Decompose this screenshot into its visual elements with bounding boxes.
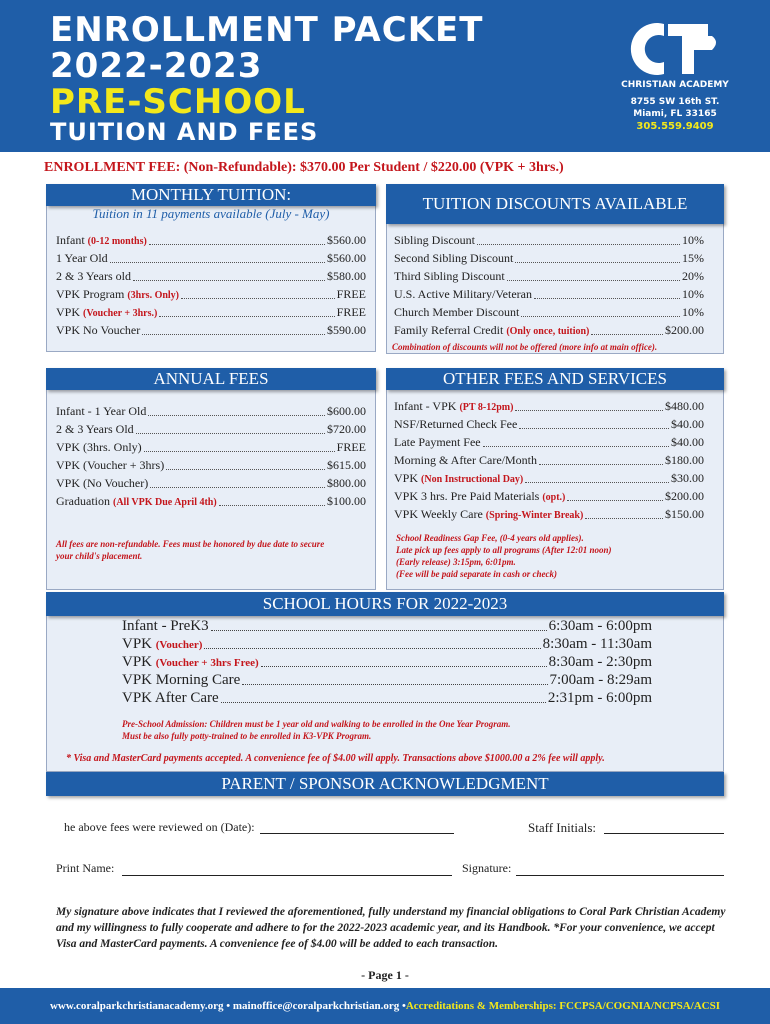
discount-note: (Only once, tuition) xyxy=(506,326,590,337)
admission-note-2: Must be also fully potty-trained to be enrolled in K3-VPK Program. xyxy=(122,731,372,741)
discount-value: 20% xyxy=(682,269,704,283)
discount-label-text: Sibling Discount xyxy=(394,233,476,247)
discount-label xyxy=(394,287,532,302)
other-fee-label-text: VPK Weekly Care xyxy=(394,507,486,521)
other-fee-label-text: VPK xyxy=(394,471,422,485)
annual-fee-value: $100.00 xyxy=(327,494,366,508)
annual-fee-label xyxy=(56,404,146,419)
other-fee-row xyxy=(394,489,704,504)
monthly-tuition-label-text: VPK Program xyxy=(56,287,128,301)
other-fee-value: $40.00 xyxy=(671,417,704,431)
school-hours-note: (Voucher + 3hrs Free) xyxy=(155,657,259,669)
monthly-tuition-label xyxy=(56,269,131,284)
school-logo-icon xyxy=(624,18,724,80)
annual-fee-row xyxy=(56,422,366,437)
visa-note: * Visa and MasterCard payments accepted. A convenience fee of $4.00 will apply. Transactions above $1000.00 a 2% fee will apply. xyxy=(66,753,605,764)
annual-fee-value: $600.00 xyxy=(327,404,366,418)
other-fee-row xyxy=(394,453,704,468)
discount-row xyxy=(394,269,704,284)
discount-label xyxy=(394,305,519,320)
discount-value: 10% xyxy=(682,287,704,301)
other-fees-title: OTHER FEES AND SERVICES xyxy=(386,368,724,390)
annual-fee-label-text: 2 & 3 Years Old xyxy=(56,422,134,436)
school-hours-row xyxy=(122,690,652,707)
school-hours-row xyxy=(122,618,652,635)
discount-row xyxy=(394,251,704,266)
monthly-tuition-row xyxy=(56,269,366,284)
monthly-tuition-row xyxy=(56,305,366,320)
school-hours-leader xyxy=(242,672,547,685)
school-hours-value: 8:30am - 11:30am xyxy=(542,636,652,652)
monthly-tuition-note: (0-12 months) xyxy=(87,236,147,247)
monthly-tuition-value: $560.00 xyxy=(327,251,366,265)
monthly-tuition-label-text: Infant xyxy=(56,233,88,247)
other-fee-note: (opt.) xyxy=(542,492,566,503)
signature-label: Signature: xyxy=(462,861,512,875)
discount-leader xyxy=(591,323,663,335)
other-fee-label-text: Morning & After Care/Month xyxy=(394,453,537,467)
other-fee-row xyxy=(394,435,704,450)
annual-fee-row xyxy=(56,494,366,509)
discount-row xyxy=(394,305,704,320)
school-hours-label xyxy=(122,672,240,689)
other-fee-note: (Spring-Winter Break) xyxy=(485,510,584,521)
school-hours-label xyxy=(122,654,259,671)
title-line-1: ENROLLMENT PACKET xyxy=(50,10,484,50)
school-hours-label xyxy=(122,618,209,635)
other-fee-leader xyxy=(519,417,669,429)
other-fee-leader xyxy=(483,435,669,447)
school-hours-value: 6:30am - 6:00pm xyxy=(548,618,652,634)
other-fee-value: $30.00 xyxy=(671,471,704,485)
annual-fee-label-text: VPK (3hrs. Only) xyxy=(56,440,142,454)
annual-fee-label-text: Graduation xyxy=(56,494,113,508)
address-line-2: Miami, FL 33165 xyxy=(633,109,717,119)
discount-row xyxy=(394,287,704,302)
annual-fee-label xyxy=(56,458,164,473)
monthly-tuition-label xyxy=(56,305,157,320)
footer-accreditations: Accreditations & Memberships: FCCPSA/COGNIA/NCPSA/ACSI xyxy=(405,1000,721,1012)
admission-note-1: Pre-School Admission: Children must be 1 year old and walking to be enrolled in the One Year Program. xyxy=(122,719,511,729)
staff-initials-label: Staff Initials: xyxy=(528,820,597,835)
monthly-tuition-value: $590.00 xyxy=(327,323,366,337)
monthly-tuition-label-text: 1 Year Old xyxy=(56,251,108,265)
annual-fee-label xyxy=(56,494,217,509)
other-fee-label xyxy=(394,471,523,486)
signature-field[interactable] xyxy=(516,860,724,876)
annual-fee-label xyxy=(56,476,148,491)
other-fee-value: $180.00 xyxy=(665,453,704,467)
other-fees-note-4: (Fee will be paid separate in cash or check) xyxy=(396,569,557,579)
monthly-tuition-leader xyxy=(159,305,334,317)
discount-row xyxy=(394,323,704,338)
other-fees-note-2: Late pick up fees apply to all programs (After 12:01 noon) xyxy=(396,545,612,555)
annual-fee-leader xyxy=(150,476,325,488)
monthly-tuition-leader xyxy=(110,251,325,263)
other-fee-leader xyxy=(567,489,663,501)
discount-leader xyxy=(534,287,680,299)
monthly-tuition-value: $560.00 xyxy=(327,233,366,247)
monthly-tuition-label xyxy=(56,233,147,248)
discounts-footnote: Combination of discounts will not be offered (more info at main office). xyxy=(392,342,658,352)
monthly-tuition-value: FREE xyxy=(336,305,366,319)
school-hours-row xyxy=(122,636,652,653)
monthly-tuition-subtitle: Tuition in 11 payments available (July - May) xyxy=(92,206,330,221)
monthly-tuition-row xyxy=(56,287,366,302)
annual-fee-label-text: VPK (Voucher + 3hrs) xyxy=(56,458,165,472)
annual-fee-leader xyxy=(148,404,325,416)
school-hours-leader xyxy=(221,690,546,703)
school-hours-value: 7:00am - 8:29am xyxy=(549,672,652,688)
annual-fee-leader xyxy=(136,422,325,434)
discounts-title: TUITION DISCOUNTS AVAILABLE xyxy=(386,184,724,224)
monthly-tuition-label-text: 2 & 3 Years old xyxy=(56,269,132,283)
annual-fee-row xyxy=(56,440,366,455)
discount-row xyxy=(394,233,704,248)
annual-fee-label xyxy=(56,440,142,455)
monthly-tuition-row xyxy=(56,323,366,338)
other-fee-label-text: Late Payment Fee xyxy=(394,435,481,449)
header-banner xyxy=(0,0,770,152)
title-line-3: PRE-SCHOOL xyxy=(50,82,306,122)
school-hours-label-text: VPK xyxy=(122,654,156,670)
monthly-tuition-value: FREE xyxy=(336,287,366,301)
school-hours-label xyxy=(122,690,219,707)
discount-label xyxy=(394,233,475,248)
other-fee-note: (PT 8-12pm) xyxy=(459,402,514,413)
monthly-tuition-leader xyxy=(133,269,325,281)
other-fees-note-1: School Readiness Gap Fee, (0-4 years old applies). xyxy=(396,533,584,543)
annual-fee-row xyxy=(56,476,366,491)
reviewed-date-field[interactable] xyxy=(260,818,454,834)
school-hours-label-text: VPK xyxy=(122,636,156,652)
annual-fee-value: FREE xyxy=(336,440,366,454)
annual-fee-leader xyxy=(166,458,325,470)
monthly-tuition-leader xyxy=(142,323,325,335)
discount-label xyxy=(394,269,505,284)
other-fee-value: $480.00 xyxy=(665,399,704,413)
discount-label-text: Family Referral Credit xyxy=(394,323,507,337)
other-fee-label-text: VPK 3 hrs. Pre Paid Materials xyxy=(394,489,543,503)
discount-leader xyxy=(507,269,680,281)
discount-value: 15% xyxy=(682,251,704,265)
address-line-1: 8755 SW 16th ST. xyxy=(630,97,720,107)
other-fee-row xyxy=(394,507,704,522)
annual-fee-label-text: VPK (No Voucher) xyxy=(56,476,149,490)
other-fee-leader xyxy=(515,399,663,411)
discount-label-text: Third Sibling Discount xyxy=(394,269,505,283)
other-fee-label xyxy=(394,399,513,414)
other-fee-row xyxy=(394,399,704,414)
other-fee-label xyxy=(394,417,517,432)
school-hours-label xyxy=(122,636,202,653)
annual-fee-value: $800.00 xyxy=(327,476,366,490)
other-fees-note-3: (Early release) 3:15pm, 6:01pm. xyxy=(396,557,516,567)
discount-value: $200.00 xyxy=(665,323,704,337)
monthly-tuition-note: (3hrs. Only) xyxy=(127,290,180,301)
other-fee-label-text: NSF/Returned Check Fee xyxy=(394,417,518,431)
school-hours-value: 8:30am - 2:30pm xyxy=(548,654,652,670)
school-hours-leader xyxy=(261,654,547,667)
monthly-tuition-label-text: VPK No Voucher xyxy=(56,323,141,337)
other-fee-label-text: Infant - VPK xyxy=(394,399,460,413)
other-fee-row xyxy=(394,417,704,432)
annual-fee-label-text: Infant - 1 Year Old xyxy=(56,404,147,418)
other-fee-leader xyxy=(585,507,663,519)
annual-fee-value: $720.00 xyxy=(327,422,366,436)
monthly-tuition-row xyxy=(56,233,366,248)
title-line-2: 2022-2023 xyxy=(50,46,263,86)
annual-fee-row xyxy=(56,404,366,419)
phone-number: 305.559.9409 xyxy=(636,121,714,132)
other-fee-label xyxy=(394,489,565,504)
monthly-tuition-label xyxy=(56,251,108,266)
monthly-tuition-label xyxy=(56,323,140,338)
annual-fee-value: $615.00 xyxy=(327,458,366,472)
page-number: - Page 1 - xyxy=(361,968,409,982)
school-hours-label-text: Infant - PreK3 xyxy=(122,618,209,634)
school-hours-title: SCHOOL HOURS FOR 2022-2023 xyxy=(46,592,724,616)
other-fee-label xyxy=(394,453,537,468)
monthly-tuition-value: $580.00 xyxy=(327,269,366,283)
monthly-tuition-leader xyxy=(181,287,335,299)
other-fee-value: $200.00 xyxy=(665,489,704,503)
discount-leader xyxy=(477,233,680,245)
reviewed-date-label: he above fees were reviewed on (Date): xyxy=(64,820,255,834)
discount-label xyxy=(394,323,589,338)
annual-fee-label xyxy=(56,422,134,437)
school-hours-label-text: VPK After Care xyxy=(122,690,219,706)
other-fee-leader xyxy=(539,453,663,465)
school-hours-leader xyxy=(204,636,540,649)
footer-bar xyxy=(0,988,770,1024)
other-fee-label xyxy=(394,507,583,522)
other-fee-value: $150.00 xyxy=(665,507,704,521)
monthly-tuition-note: (Voucher + 3hrs.) xyxy=(83,308,158,319)
title-line-4: TUITION AND FEES xyxy=(50,118,319,146)
school-hours-label-text: VPK Morning Care xyxy=(122,672,241,688)
enrollment-fee: ENROLLMENT FEE: (Non-Refundable): $370.00 Per Student / $220.00 (VPK + 3hrs.) xyxy=(44,160,564,175)
discount-label-text: Church Member Discount xyxy=(394,305,520,319)
monthly-tuition-leader xyxy=(149,233,325,245)
other-fee-leader xyxy=(525,471,669,483)
school-hours-note: (Voucher) xyxy=(155,639,203,651)
acknowledgment-title: PARENT / SPONSOR ACKNOWLEDGMENT xyxy=(46,772,724,796)
print-name-field[interactable] xyxy=(122,860,452,876)
other-fee-row xyxy=(394,471,704,486)
school-hours-value: 2:31pm - 6:00pm xyxy=(547,690,652,706)
annual-fees-title: ANNUAL FEES xyxy=(46,368,376,390)
school-hours-row xyxy=(122,672,652,689)
annual-fee-note: (All VPK Due April 4th) xyxy=(112,497,217,508)
discount-label-text: Second Sibling Discount xyxy=(394,251,514,265)
monthly-tuition-label xyxy=(56,287,179,302)
other-fee-value: $40.00 xyxy=(671,435,704,449)
school-hours-leader xyxy=(211,618,547,631)
annual-fee-leader xyxy=(219,494,325,506)
school-name: CHRISTIAN ACADEMY xyxy=(621,80,729,90)
other-fee-note: (Non Instructional Day) xyxy=(421,474,524,485)
annual-fees-footnote-1: All fees are non-refundable. Fees must be honored by due date to secure xyxy=(56,539,325,549)
discount-value: 10% xyxy=(682,233,704,247)
print-name-label: Print Name: xyxy=(56,861,115,875)
discount-leader xyxy=(515,251,680,263)
acknowledgment-text: My signature above indicates that I reviewed the aforementioned, fully understand my financial obligations to Coral Park Christian Academy and my willingness to fully cooperate and adhere to for the 2022-2023 academic year, and its Handbook. *For your convenience, we accept Visa and MasterCard payments. A convenience fee of $4.00 will be added to each transaction. xyxy=(56,906,726,950)
footer-contact[interactable]: www.coralparkchristianacademy.org • mainoffice@coralparkchristian.org • xyxy=(49,1000,406,1012)
discount-label xyxy=(394,251,513,266)
school-hours-row xyxy=(122,654,652,671)
discount-value: 10% xyxy=(682,305,704,319)
monthly-tuition-title: MONTHLY TUITION: xyxy=(46,184,376,206)
annual-fees-footnote-2: your child's placement. xyxy=(56,551,143,561)
monthly-tuition-row xyxy=(56,251,366,266)
annual-fee-leader xyxy=(144,440,335,452)
monthly-tuition-label-text: VPK xyxy=(56,305,84,319)
discount-label-text: U.S. Active Military/Veteran xyxy=(394,287,532,301)
annual-fee-row xyxy=(56,458,366,473)
staff-initials-field[interactable] xyxy=(604,818,724,834)
discount-leader xyxy=(521,305,680,317)
other-fee-label xyxy=(394,435,481,450)
